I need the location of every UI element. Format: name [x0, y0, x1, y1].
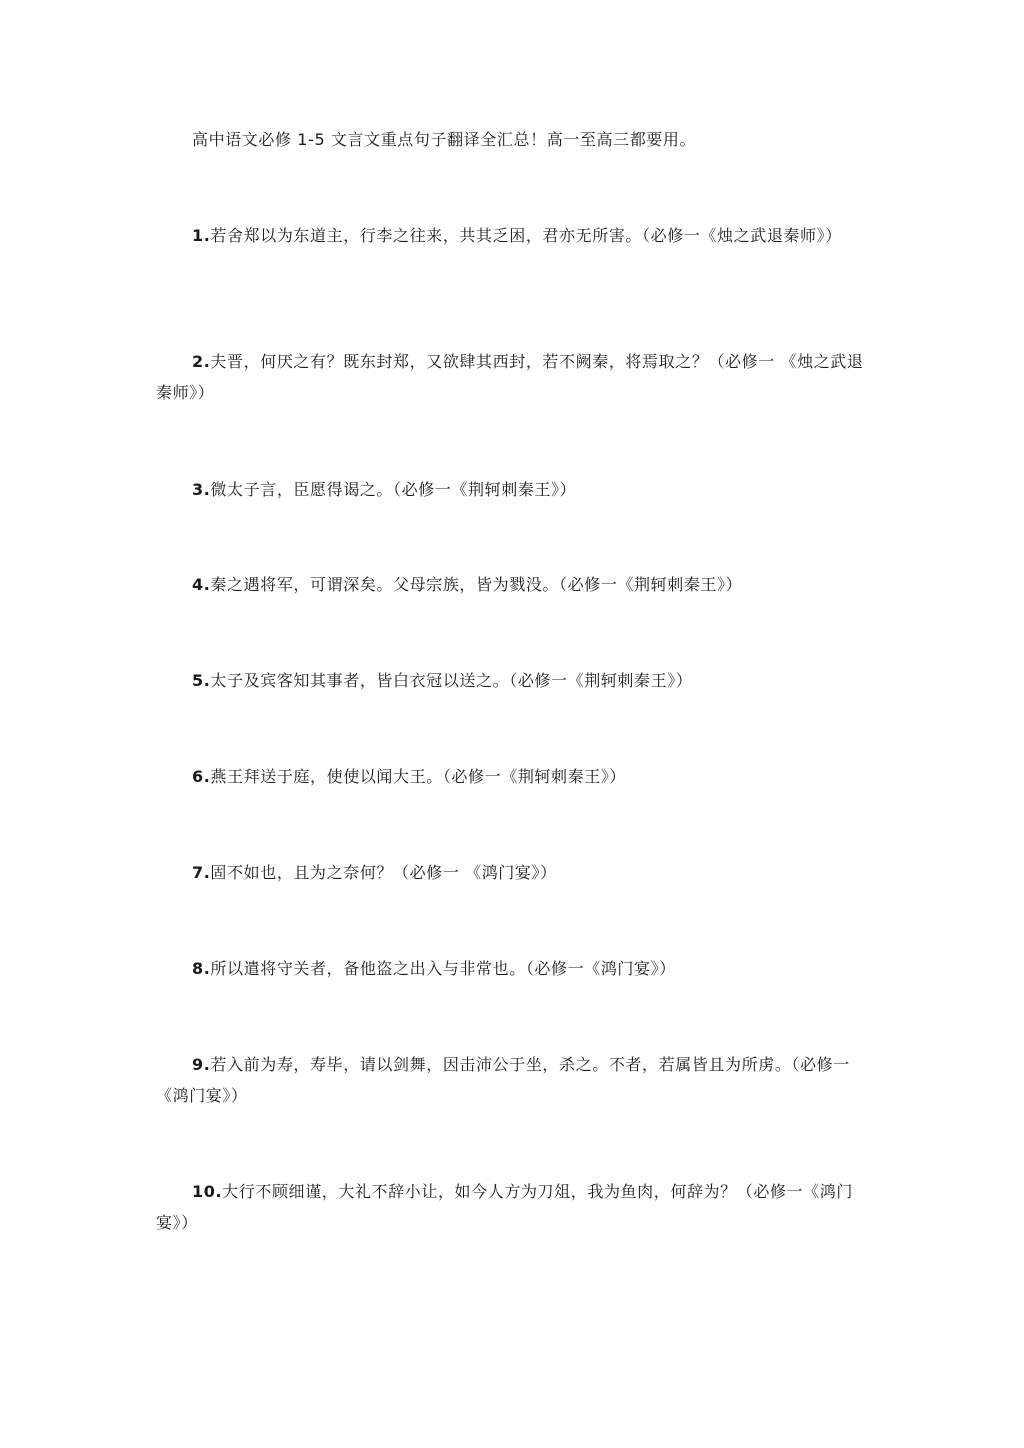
item-text: 燕王拜送于庭，使使以闻大王。（必修一《荆轲刺秦王》）: [210, 767, 627, 786]
sentence-item-8: [156, 953, 872, 984]
item-number: 7.: [192, 863, 211, 882]
sentence-item-7: [156, 857, 872, 888]
item-text: 夫晋，何厌之有？既东封郑，又欲肆其西封，若不阙秦，将焉取之？（必修一 《烛之武退秦师》）: [156, 352, 864, 402]
sentence-item-4: [156, 569, 872, 600]
item-text: 固不如也，且为之奈何？（必修一 《鸿门宴》）: [210, 863, 557, 882]
sentence-item-6: [156, 761, 872, 792]
sentence-item-3: [156, 474, 872, 505]
sentence-item-9: [156, 1049, 872, 1111]
sentence-item-10: [156, 1176, 872, 1238]
item-text: 秦之遇将军，可谓深矣。父母宗族，皆为戮没。（必修一《荆轲刺秦王》）: [210, 575, 743, 594]
sentence-item-2: [156, 346, 872, 408]
item-number: 8.: [192, 959, 211, 978]
document-title-text: 高中语文必修 1-5 文言文重点句子翻译全汇总！高一至高三都要用。: [192, 130, 697, 149]
item-number: 5.: [192, 671, 211, 690]
item-number: 3.: [192, 480, 211, 499]
item-text: 太子及宾客知其事者，皆白衣冠以送之。（必修一《荆轲刺秦王》）: [210, 671, 693, 690]
sentence-item-5: [156, 665, 872, 696]
item-number: 10.: [192, 1182, 223, 1201]
item-text: 大行不顾细谨，大礼不辞小让，如今人方为刀俎，我为鱼肉，何辞为？（必修一《鸿门宴》）: [156, 1182, 853, 1232]
item-text: 若舍郑以为东道主，行李之往来，共其乏困，君亦无所害。（必修一《烛之武退秦师》）: [210, 226, 842, 245]
item-text: 微太子言，臣愿得谒之。（必修一《荆轲刺秦王》）: [210, 480, 577, 499]
item-text: 所以遣将守关者，备他盗之出入与非常也。（必修一《鸿门宴》）: [210, 959, 676, 978]
document-title: [156, 124, 872, 155]
item-number: 4.: [192, 575, 211, 594]
item-number: 1.: [192, 226, 211, 245]
item-text: 若入前为寿，寿毕，请以剑舞，因击沛公于坐，杀之。不者，若属皆且为所虏。（必修一《鸿门宴》）: [156, 1055, 850, 1105]
sentence-item-1: [156, 220, 872, 251]
item-number: 6.: [192, 767, 211, 786]
item-number: 9.: [192, 1055, 211, 1074]
item-number: 2.: [192, 352, 211, 371]
